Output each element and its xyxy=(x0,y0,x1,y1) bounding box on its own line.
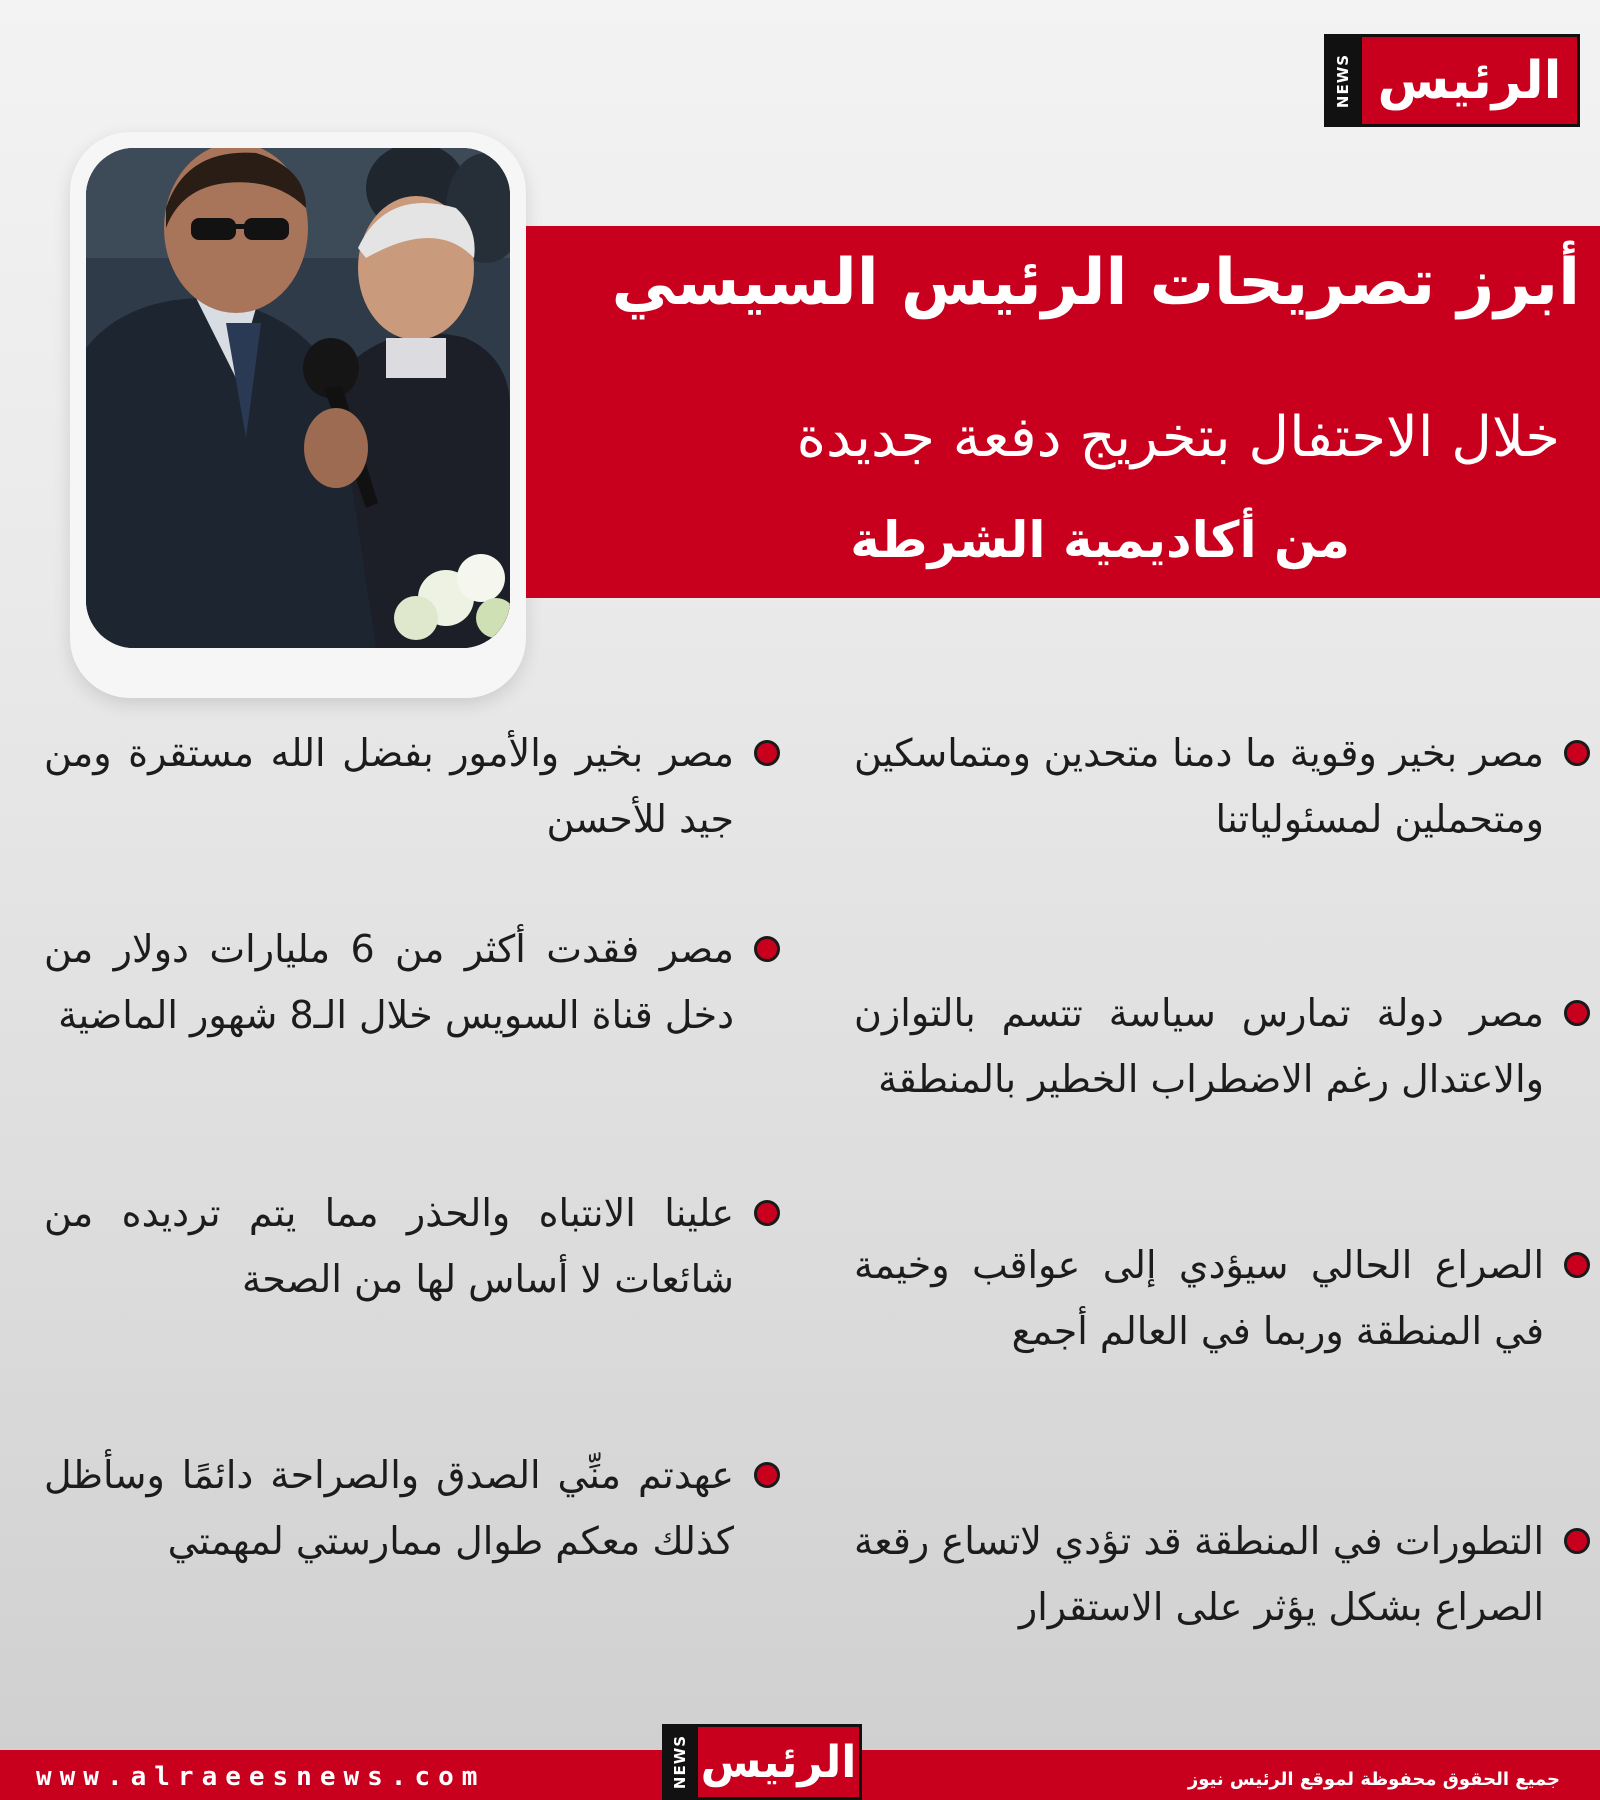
statement-text: عهدتم منِّي الصدق والصراحة دائمًا وسأظل كذلك معكم طوال ممارستي لمهمتي xyxy=(44,1453,734,1563)
brand-logo-top[interactable] xyxy=(1324,34,1580,127)
statement-text: مصر بخير وقوية ما دمنا متحدين ومتماسكين ومتحملين لمسئولياتنا xyxy=(854,731,1544,841)
brand-logo-bottom[interactable] xyxy=(662,1724,862,1800)
bullet-icon xyxy=(754,740,780,766)
logo-news-tag: NEWS xyxy=(662,1724,698,1800)
statement-text: مصر دولة تمارس سياسة تتسم بالتوازن والاعتدال رغم الاضطراب الخطير بالمنطقة xyxy=(854,991,1544,1101)
bullet-icon xyxy=(1564,740,1590,766)
statement-item xyxy=(830,1508,1590,1640)
bullet-icon xyxy=(754,1200,780,1226)
statement-item xyxy=(830,980,1590,1112)
logo-news-tag: NEWS xyxy=(1324,34,1362,127)
footer-website-link[interactable]: www.alraeesnews.com xyxy=(36,1762,486,1792)
speaker-photo xyxy=(86,148,510,648)
bullet-icon xyxy=(1564,1252,1590,1278)
speaker-photo-frame xyxy=(70,132,526,698)
statement-text: علينا الانتباه والحذر مما يتم ترديده من شائعات لا أساس لها من الصحة xyxy=(44,1191,734,1301)
logo-wordmark: الرئيس xyxy=(698,1724,862,1800)
headline-subtitle-2: من أكاديمية الشرطة xyxy=(850,511,1350,569)
bullet-icon xyxy=(1564,1528,1590,1554)
bullet-icon xyxy=(754,936,780,962)
bullet-icon xyxy=(754,1462,780,1488)
headline-subtitle: خلال الاحتفال بتخريج دفعة جديدة xyxy=(796,405,1560,470)
bullet-icon xyxy=(1564,1000,1590,1026)
statement-text: مصر بخير والأمور بفضل الله مستقرة ومن جيد للأحسن xyxy=(44,731,734,841)
headline-box xyxy=(526,226,1600,598)
statement-text: مصر فقدت أكثر من 6 مليارات دولار من دخل قناة السويس خلال الـ8 شهور الماضية xyxy=(44,927,734,1037)
statement-item xyxy=(830,1232,1590,1364)
statement-text: الصراع الحالي سيؤدي إلى عواقب وخيمة في المنطقة وربما في العالم أجمع xyxy=(854,1243,1544,1353)
footer-copyright: جميع الحقوق محفوظة لموقع الرئيس نيوز xyxy=(1187,1769,1560,1790)
headline-title: أبرز تصريحات الرئيس السيسي xyxy=(611,246,1580,320)
statement-item xyxy=(30,720,780,852)
speaker-photo-illustration xyxy=(86,148,510,648)
statement-text: التطورات في المنطقة قد تؤدي لاتساع رقعة الصراع بشكل يؤثر على الاستقرار xyxy=(854,1519,1544,1629)
statement-item xyxy=(30,1180,780,1312)
statement-item xyxy=(30,916,780,1048)
logo-wordmark: الرئيس xyxy=(1362,34,1580,127)
statement-item xyxy=(30,1442,780,1574)
statement-item xyxy=(830,720,1590,852)
